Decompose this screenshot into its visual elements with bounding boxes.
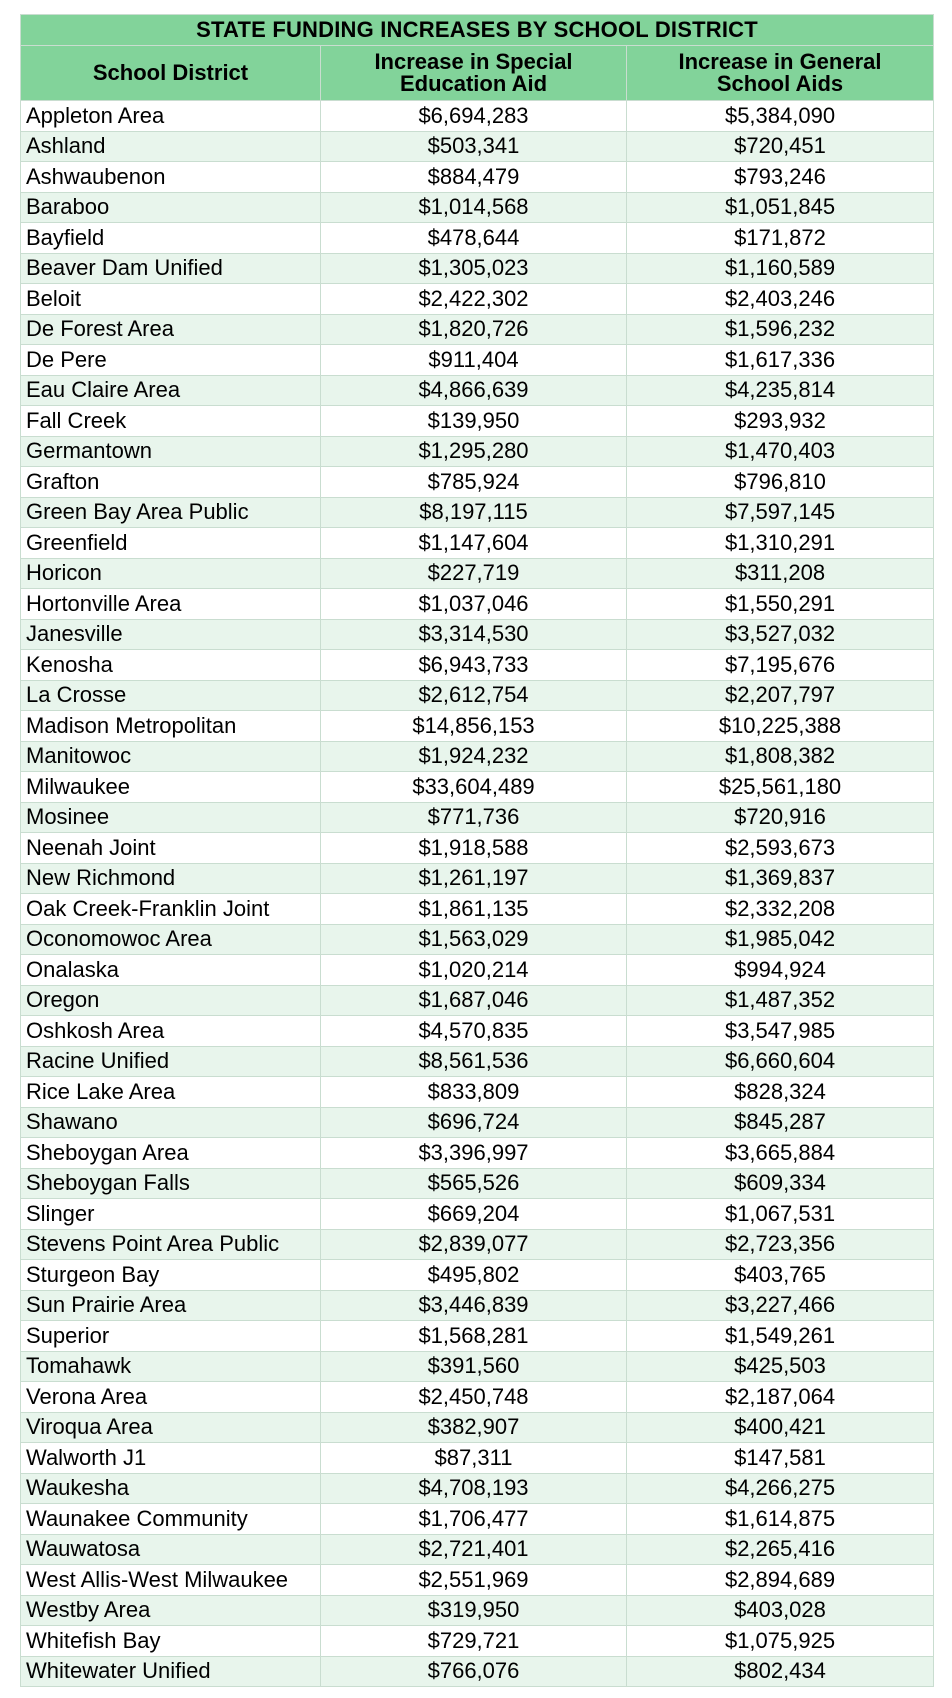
special-education-aid-cell: $2,450,748: [321, 1382, 627, 1413]
table-row: [21, 223, 934, 254]
table-row: [21, 1412, 934, 1443]
table-row: [21, 863, 934, 894]
general-school-aids-cell: $2,265,416: [627, 1534, 934, 1565]
general-school-aids-cell: $147,581: [627, 1443, 934, 1474]
district-name-cell: Waunakee Community: [21, 1504, 321, 1535]
special-education-aid-cell: $3,396,997: [321, 1138, 627, 1169]
general-school-aids-cell: $3,547,985: [627, 1016, 934, 1047]
district-name-cell: Verona Area: [21, 1382, 321, 1413]
general-school-aids-cell: $403,028: [627, 1595, 934, 1626]
special-education-aid-cell: $227,719: [321, 558, 627, 589]
special-education-aid-cell: $785,924: [321, 467, 627, 498]
general-school-aids-cell: $828,324: [627, 1077, 934, 1108]
general-school-aids-cell: $311,208: [627, 558, 934, 589]
district-name-cell: Whitefish Bay: [21, 1626, 321, 1657]
district-name-cell: Milwaukee: [21, 772, 321, 803]
district-name-cell: De Pere: [21, 345, 321, 376]
district-name-cell: Waukesha: [21, 1473, 321, 1504]
special-education-aid-cell: $1,147,604: [321, 528, 627, 559]
general-school-aids-cell: $25,561,180: [627, 772, 934, 803]
table-body: [21, 101, 934, 1687]
column-header-special-education: [321, 46, 627, 101]
district-name-cell: Ashwaubenon: [21, 162, 321, 193]
table-row: [21, 1138, 934, 1169]
general-school-aids-cell: $3,665,884: [627, 1138, 934, 1169]
special-education-aid-cell: $1,037,046: [321, 589, 627, 620]
special-education-aid-cell: $1,020,214: [321, 955, 627, 986]
special-education-aid-cell: $1,918,588: [321, 833, 627, 864]
district-name-cell: Stevens Point Area Public: [21, 1229, 321, 1260]
table-row: [21, 1534, 934, 1565]
general-school-aids-cell: $845,287: [627, 1107, 934, 1138]
table-row: [21, 650, 934, 681]
special-education-aid-cell: $2,551,969: [321, 1565, 627, 1596]
table-row: [21, 741, 934, 772]
table-row: [21, 162, 934, 193]
special-education-aid-cell: $833,809: [321, 1077, 627, 1108]
column-header-general-aids: [627, 46, 934, 101]
general-school-aids-cell: $1,985,042: [627, 924, 934, 955]
special-education-aid-cell: $382,907: [321, 1412, 627, 1443]
district-name-cell: Mosinee: [21, 802, 321, 833]
district-name-cell: Neenah Joint: [21, 833, 321, 864]
special-education-aid-cell: $565,526: [321, 1168, 627, 1199]
special-education-aid-cell: $478,644: [321, 223, 627, 254]
district-name-cell: Oconomowoc Area: [21, 924, 321, 955]
general-school-aids-cell: $2,332,208: [627, 894, 934, 925]
district-name-cell: Westby Area: [21, 1595, 321, 1626]
general-school-aids-cell: $793,246: [627, 162, 934, 193]
special-education-aid-cell: $4,570,835: [321, 1016, 627, 1047]
column-header-special-line1: Increase in Special: [374, 49, 573, 74]
district-name-cell: Bayfield: [21, 223, 321, 254]
special-education-aid-cell: $1,687,046: [321, 985, 627, 1016]
general-school-aids-cell: $1,470,403: [627, 436, 934, 467]
district-name-cell: Horicon: [21, 558, 321, 589]
general-school-aids-cell: $609,334: [627, 1168, 934, 1199]
table-row: [21, 772, 934, 803]
special-education-aid-cell: $8,197,115: [321, 497, 627, 528]
table-row: [21, 802, 934, 833]
special-education-aid-cell: $6,694,283: [321, 101, 627, 132]
special-education-aid-cell: $3,314,530: [321, 619, 627, 650]
table-row: [21, 436, 934, 467]
special-education-aid-cell: $2,839,077: [321, 1229, 627, 1260]
district-name-cell: Oregon: [21, 985, 321, 1016]
district-name-cell: Ashland: [21, 131, 321, 162]
table-row: [21, 1473, 934, 1504]
special-education-aid-cell: $391,560: [321, 1351, 627, 1382]
table-row: [21, 894, 934, 925]
table-row: [21, 1077, 934, 1108]
special-education-aid-cell: $1,924,232: [321, 741, 627, 772]
column-header-special-line2: Education Aid: [399, 71, 548, 96]
general-school-aids-cell: $2,723,356: [627, 1229, 934, 1260]
district-name-cell: Beaver Dam Unified: [21, 253, 321, 284]
district-name-cell: Beloit: [21, 284, 321, 315]
special-education-aid-cell: $884,479: [321, 162, 627, 193]
special-education-aid-cell: $4,866,639: [321, 375, 627, 406]
district-name-cell: Racine Unified: [21, 1046, 321, 1077]
general-school-aids-cell: $1,808,382: [627, 741, 934, 772]
special-education-aid-cell: $495,802: [321, 1260, 627, 1291]
general-school-aids-cell: $403,765: [627, 1260, 934, 1291]
special-education-aid-cell: $771,736: [321, 802, 627, 833]
table-row: [21, 680, 934, 711]
general-school-aids-cell: $1,617,336: [627, 345, 934, 376]
table-title-row: [21, 15, 934, 46]
general-school-aids-cell: $5,384,090: [627, 101, 934, 132]
general-school-aids-cell: $425,503: [627, 1351, 934, 1382]
special-education-aid-cell: $139,950: [321, 406, 627, 437]
district-name-cell: Superior: [21, 1321, 321, 1352]
table-row: [21, 192, 934, 223]
district-name-cell: Viroqua Area: [21, 1412, 321, 1443]
table-row: [21, 1260, 934, 1291]
special-education-aid-cell: $911,404: [321, 345, 627, 376]
general-school-aids-cell: $1,614,875: [627, 1504, 934, 1535]
general-school-aids-cell: $1,369,837: [627, 863, 934, 894]
special-education-aid-cell: $87,311: [321, 1443, 627, 1474]
general-school-aids-cell: $3,527,032: [627, 619, 934, 650]
district-name-cell: Kenosha: [21, 650, 321, 681]
general-school-aids-cell: $796,810: [627, 467, 934, 498]
district-name-cell: Tomahawk: [21, 1351, 321, 1382]
district-name-cell: Oak Creek-Franklin Joint: [21, 894, 321, 925]
district-name-cell: Onalaska: [21, 955, 321, 986]
general-school-aids-cell: $720,451: [627, 131, 934, 162]
column-header-general-line1: Increase in General: [678, 49, 882, 74]
table-row: [21, 1382, 934, 1413]
special-education-aid-cell: $1,261,197: [321, 863, 627, 894]
general-school-aids-cell: $2,207,797: [627, 680, 934, 711]
district-name-cell: Germantown: [21, 436, 321, 467]
special-education-aid-cell: $1,305,023: [321, 253, 627, 284]
district-name-cell: Sun Prairie Area: [21, 1290, 321, 1321]
table-row: [21, 101, 934, 132]
table-row: [21, 833, 934, 864]
table-row: [21, 1168, 934, 1199]
district-name-cell: Grafton: [21, 467, 321, 498]
table-row: [21, 1626, 934, 1657]
general-school-aids-cell: $10,225,388: [627, 711, 934, 742]
general-school-aids-cell: $400,421: [627, 1412, 934, 1443]
general-school-aids-cell: $994,924: [627, 955, 934, 986]
district-name-cell: Baraboo: [21, 192, 321, 223]
district-name-cell: Shawano: [21, 1107, 321, 1138]
table-row: [21, 1656, 934, 1687]
district-name-cell: Hortonville Area: [21, 589, 321, 620]
table-row: [21, 1321, 934, 1352]
general-school-aids-cell: $1,310,291: [627, 528, 934, 559]
table-row: [21, 589, 934, 620]
special-education-aid-cell: $8,561,536: [321, 1046, 627, 1077]
special-education-aid-cell: $503,341: [321, 131, 627, 162]
special-education-aid-cell: $2,612,754: [321, 680, 627, 711]
district-name-cell: West Allis-West Milwaukee: [21, 1565, 321, 1596]
general-school-aids-cell: $7,597,145: [627, 497, 934, 528]
district-name-cell: Rice Lake Area: [21, 1077, 321, 1108]
general-school-aids-cell: $4,235,814: [627, 375, 934, 406]
table-row: [21, 497, 934, 528]
district-name-cell: De Forest Area: [21, 314, 321, 345]
general-school-aids-cell: $720,916: [627, 802, 934, 833]
general-school-aids-cell: $1,487,352: [627, 985, 934, 1016]
table-row: [21, 1504, 934, 1535]
funding-table: [20, 14, 934, 1687]
district-name-cell: Walworth J1: [21, 1443, 321, 1474]
table-row: [21, 1351, 934, 1382]
table-row: [21, 375, 934, 406]
table-row: [21, 1595, 934, 1626]
general-school-aids-cell: $2,403,246: [627, 284, 934, 315]
table-row: [21, 1443, 934, 1474]
table-row: [21, 1290, 934, 1321]
special-education-aid-cell: $2,422,302: [321, 284, 627, 315]
district-name-cell: Whitewater Unified: [21, 1656, 321, 1687]
district-name-cell: Appleton Area: [21, 101, 321, 132]
table-row: [21, 467, 934, 498]
table-row: [21, 711, 934, 742]
column-header-district: School District: [21, 46, 321, 101]
special-education-aid-cell: $696,724: [321, 1107, 627, 1138]
general-school-aids-cell: $293,932: [627, 406, 934, 437]
table-row: [21, 558, 934, 589]
district-name-cell: La Crosse: [21, 680, 321, 711]
table-row: [21, 985, 934, 1016]
special-education-aid-cell: $1,861,135: [321, 894, 627, 925]
special-education-aid-cell: $1,706,477: [321, 1504, 627, 1535]
district-name-cell: Manitowoc: [21, 741, 321, 772]
district-name-cell: Sheboygan Falls: [21, 1168, 321, 1199]
general-school-aids-cell: $2,187,064: [627, 1382, 934, 1413]
table-row: [21, 1229, 934, 1260]
table-row: [21, 619, 934, 650]
special-education-aid-cell: $3,446,839: [321, 1290, 627, 1321]
district-name-cell: Green Bay Area Public: [21, 497, 321, 528]
table-row: [21, 924, 934, 955]
table-row: [21, 253, 934, 284]
table-row: [21, 955, 934, 986]
special-education-aid-cell: $4,708,193: [321, 1473, 627, 1504]
district-name-cell: Slinger: [21, 1199, 321, 1230]
district-name-cell: New Richmond: [21, 863, 321, 894]
district-name-cell: Wauwatosa: [21, 1534, 321, 1565]
general-school-aids-cell: $802,434: [627, 1656, 934, 1687]
special-education-aid-cell: $14,856,153: [321, 711, 627, 742]
general-school-aids-cell: $7,195,676: [627, 650, 934, 681]
district-name-cell: Madison Metropolitan: [21, 711, 321, 742]
general-school-aids-cell: $1,075,925: [627, 1626, 934, 1657]
general-school-aids-cell: $2,894,689: [627, 1565, 934, 1596]
table-row: [21, 1107, 934, 1138]
district-name-cell: Eau Claire Area: [21, 375, 321, 406]
special-education-aid-cell: $33,604,489: [321, 772, 627, 803]
special-education-aid-cell: $2,721,401: [321, 1534, 627, 1565]
special-education-aid-cell: $669,204: [321, 1199, 627, 1230]
table-row: [21, 314, 934, 345]
district-name-cell: Fall Creek: [21, 406, 321, 437]
general-school-aids-cell: $1,596,232: [627, 314, 934, 345]
district-name-cell: Janesville: [21, 619, 321, 650]
special-education-aid-cell: $1,820,726: [321, 314, 627, 345]
general-school-aids-cell: $1,550,291: [627, 589, 934, 620]
column-header-general-line2: School Aids: [716, 71, 844, 96]
general-school-aids-cell: $2,593,673: [627, 833, 934, 864]
general-school-aids-cell: $1,160,589: [627, 253, 934, 284]
funding-table-container: [20, 14, 933, 1687]
general-school-aids-cell: $3,227,466: [627, 1290, 934, 1321]
special-education-aid-cell: $319,950: [321, 1595, 627, 1626]
district-name-cell: Oshkosh Area: [21, 1016, 321, 1047]
general-school-aids-cell: $171,872: [627, 223, 934, 254]
table-row: [21, 1565, 934, 1596]
table-title: STATE FUNDING INCREASES BY SCHOOL DISTRICT: [21, 15, 934, 46]
table-row: [21, 131, 934, 162]
general-school-aids-cell: $1,549,261: [627, 1321, 934, 1352]
general-school-aids-cell: $1,067,531: [627, 1199, 934, 1230]
district-name-cell: Sheboygan Area: [21, 1138, 321, 1169]
general-school-aids-cell: $1,051,845: [627, 192, 934, 223]
table-row: [21, 528, 934, 559]
special-education-aid-cell: $1,295,280: [321, 436, 627, 467]
special-education-aid-cell: $1,568,281: [321, 1321, 627, 1352]
district-name-cell: Sturgeon Bay: [21, 1260, 321, 1291]
general-school-aids-cell: $4,266,275: [627, 1473, 934, 1504]
table-row: [21, 406, 934, 437]
general-school-aids-cell: $6,660,604: [627, 1046, 934, 1077]
special-education-aid-cell: $6,943,733: [321, 650, 627, 681]
special-education-aid-cell: $1,014,568: [321, 192, 627, 223]
table-row: [21, 345, 934, 376]
special-education-aid-cell: $766,076: [321, 1656, 627, 1687]
table-row: [21, 284, 934, 315]
table-header-row: [21, 46, 934, 101]
table-row: [21, 1016, 934, 1047]
table-row: [21, 1199, 934, 1230]
table-row: [21, 1046, 934, 1077]
district-name-cell: Greenfield: [21, 528, 321, 559]
special-education-aid-cell: $729,721: [321, 1626, 627, 1657]
special-education-aid-cell: $1,563,029: [321, 924, 627, 955]
